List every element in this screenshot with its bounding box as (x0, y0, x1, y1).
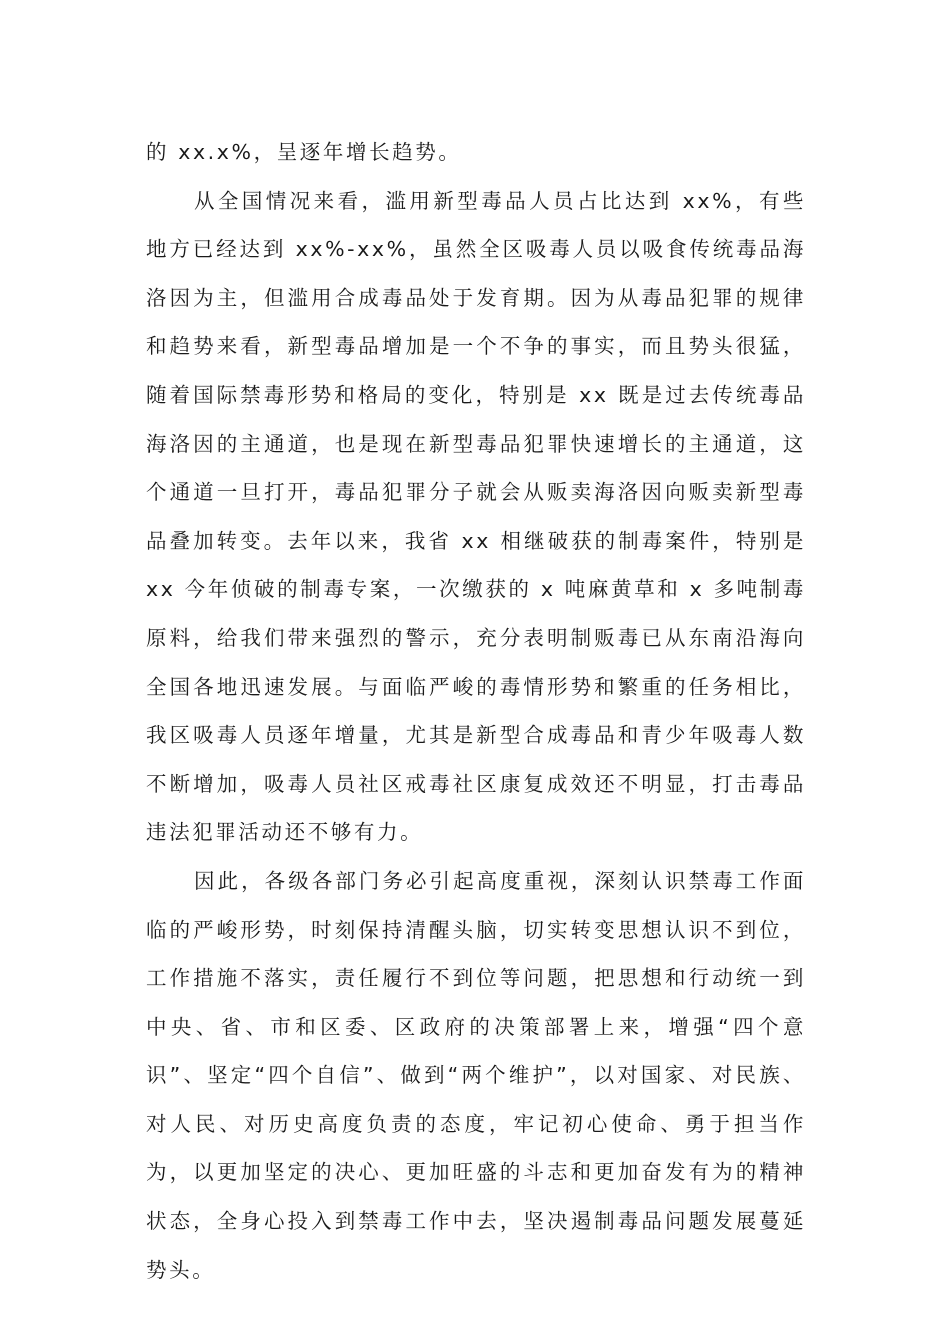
paragraph-conclusion: 因此，各级各部门务必引起高度重视，深刻认识禁毒工作面临的严峻形势，时刻保持清醒头脑，切实转变思想认识不到位，工作措施不落实，责任履行不到位等问题，把思想和行动统一到中央、省、市和区委、区政府的决策部署上来，增强“四个意识”、坚定“四个自信”、做到“两个维护”，以对国家、对民族、对人民、对历史高度负责的态度，牢记初心使命、勇于担当作为，以更加坚定的决心、更加旺盛的斗志和更加奋发有为的精神状态，全身心投入到禁毒工作中去，坚决遏制毒品问题发展蔓延势头。 (146, 868, 806, 1282)
document-body (146, 128, 806, 1294)
paragraph-continued: 的 xx.x%，呈逐年增长趋势。 (146, 140, 462, 164)
paragraph-national-situation: 从全国情况来看，滥用新型毒品人员占比达到 xx%，有些地方已经达到 xx%-xx%，虽然全区吸毒人员以吸食传统毒品海洛因为主，但滥用合成毒品处于发育期。因为从毒品犯罪的规律和趋势来看，新型毒品增加是一个不争的事实，而且势头很猛，随着国际禁毒形势和格局的变化，特别是 xx 既是过去传统毒品海洛因的主通道，也是现在新型毒品犯罪快速增长的主通道，这个通道一旦打开，毒品犯罪分子就会从贩卖海洛因向贩卖新型毒品叠加转变。去年以来，我省 xx 相继破获的制毒案件，特别是 xx 今年侦破的制毒专案，一次缴获的 x 吨麻黄草和 x 多吨制毒原料，给我们带来强烈的警示，充分表明制贩毒已从东南沿海向全国各地迅速发展。与面临严峻的毒情形势和繁重的任务相比，我区吸毒人员逐年增量，尤其是新型合成毒品和青少年吸毒人数不断增加，吸毒人员社区戒毒社区康复成效还不明显，打击毒品违法犯罪活动还不够有力。 (146, 188, 806, 845)
